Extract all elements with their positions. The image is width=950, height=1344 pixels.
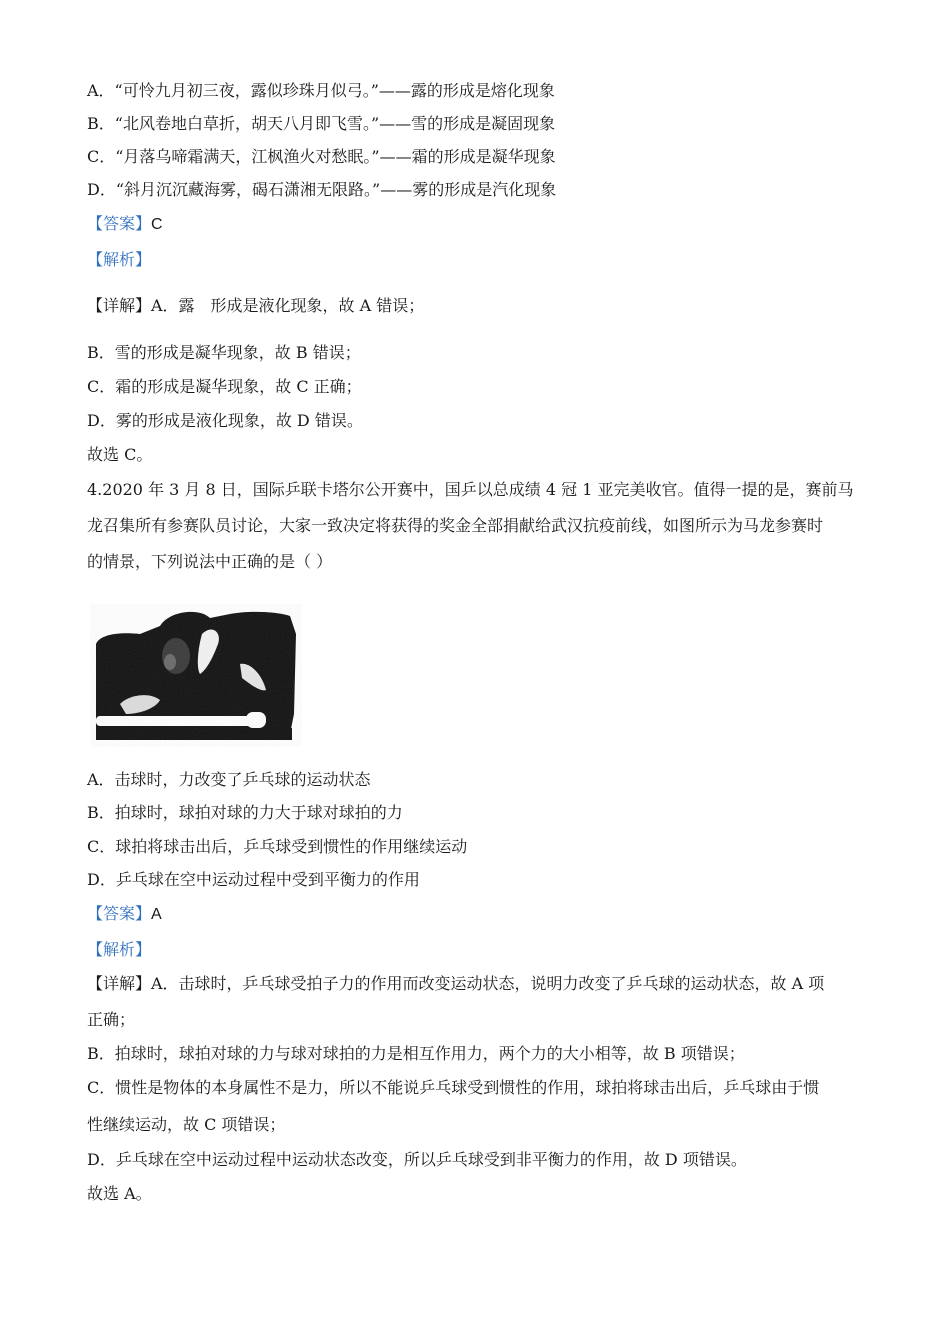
q4-stem-line-1: 4.2020 年 3 月 8 日，国际乒联卡塔尔公开赛中，国乒以总成绩 4 冠 1 亚完美收官。值得一提的是，赛前马	[87, 480, 854, 499]
q3-option-b: B．“北风卷地白草折，胡天八月即飞雪。”——雪的形成是凝固现象	[87, 114, 556, 133]
q4-conclusion: 故选 A。	[87, 1184, 152, 1203]
q3-option-d: D．“斜月沉沉藏海雾，碣石潇湘无限路。”——雾的形成是汽化现象	[87, 180, 557, 199]
analysis-tag: 【解析】	[87, 940, 152, 959]
q3-option-a: A．“可怜九月初三夜，露似珍珠月似弓。”——露的形成是熔化现象	[87, 81, 555, 100]
q3-detail-a: 【详解】A．露 形成是液化现象，故 A 错误；	[87, 296, 425, 315]
answer-tag: 【答案】	[87, 214, 152, 233]
q4-detail-c-line-2: 性继续运动，故 C 项错误；	[87, 1115, 286, 1134]
q3-conclusion: 故选 C。	[87, 445, 153, 464]
q4-answer	[87, 904, 162, 925]
q4-detail-d: D．乒乓球在空中运动过程中运动状态改变，所以乒乓球受到非平衡力的作用，故 D 项错误。	[87, 1150, 747, 1169]
analysis-tag: 【解析】	[87, 250, 152, 269]
q3-answer	[87, 214, 163, 235]
q4-option-c: C．球拍将球击出后，乒乓球受到惯性的作用继续运动	[87, 837, 468, 856]
q4-detail-a-line-1: 【详解】A．击球时，乒乓球受拍子力的作用而改变运动状态，说明力改变了乒乓球的运动状态，故 A 项	[87, 974, 825, 993]
q3-option-c: C．“月落乌啼霜满天，江枫渔火对愁眠。”——霜的形成是凝华现象	[87, 147, 556, 166]
q4-stem-line-2: 龙召集所有参赛队员讨论，大家一致决定将获得的奖金全部捐献给武汉抗疫前线，如图所示为马龙参赛时	[87, 516, 824, 535]
answer-value: A	[151, 906, 162, 923]
q4-detail-b: B．拍球时，球拍对球的力与球对球拍的力是相互作用力，两个力的大小相等，故 B 项错误；	[87, 1044, 745, 1063]
q3-analysis	[87, 250, 151, 270]
answer-tag: 【答案】	[87, 904, 152, 923]
q3-detail-b: B．雪的形成是凝华现象，故 B 错误；	[87, 343, 361, 362]
q4-stem-line-3: 的情景，下列说法中正确的是（ ）	[87, 552, 333, 571]
q3-detail-c: C．霜的形成是凝华现象，故 C 正确；	[87, 377, 362, 396]
q3-detail-d: D．雾的形成是液化现象，故 D 错误。	[87, 411, 363, 430]
q4-option-d: D．乒乓球在空中运动过程中受到平衡力的作用	[87, 870, 420, 889]
player-photo	[90, 604, 302, 747]
q4-detail-a-line-2: 正确；	[87, 1010, 136, 1029]
q4-analysis	[87, 940, 151, 960]
q4-option-a: A．击球时，力改变了乒乓球的运动状态	[87, 770, 371, 789]
q4-detail-c-line-1: C．惯性是物体的本身属性不是力，所以不能说乒乓球受到惯性的作用，球拍将球击出后，乒乓球由于惯	[87, 1078, 820, 1097]
q4-option-b: B．拍球时，球拍对球的力大于球对球拍的力	[87, 803, 403, 822]
answer-value: C	[151, 216, 163, 233]
